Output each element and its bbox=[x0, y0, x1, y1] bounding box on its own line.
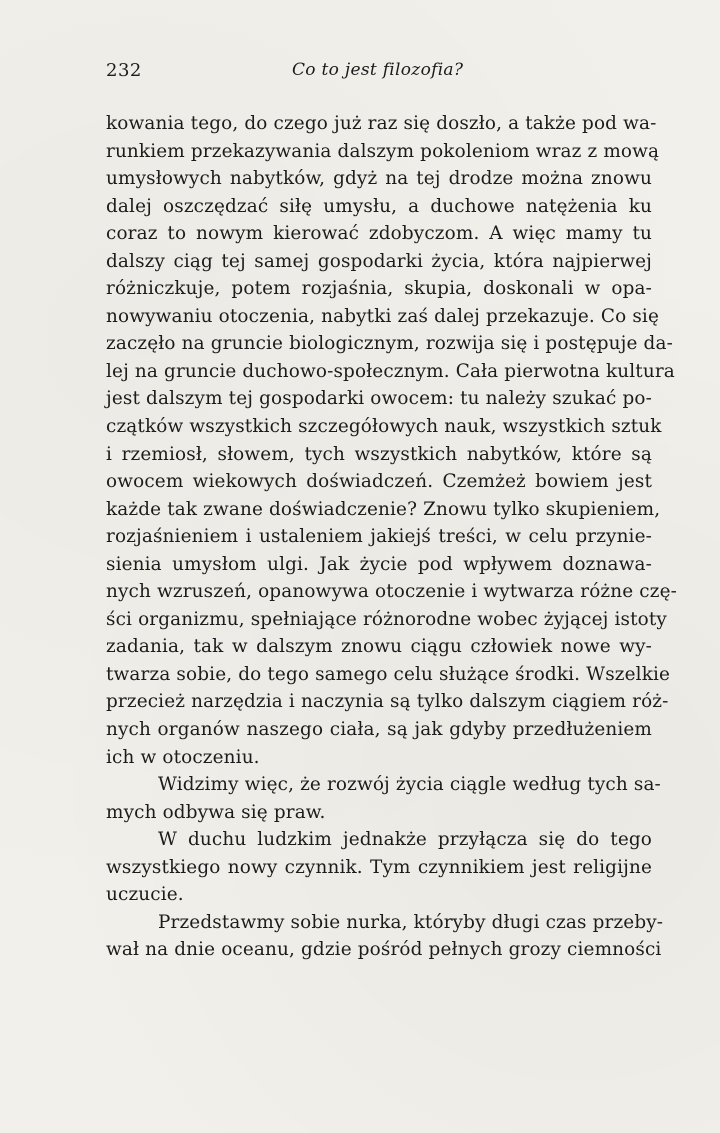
text-line-paragraph-end: uczucie. bbox=[106, 884, 184, 906]
text-line: jest dalszym tej gospodarki owocem: tu należy szukać po- bbox=[106, 388, 652, 410]
text-line: czątków wszystkich szczegółowych nauk, wszystkich sztuk bbox=[106, 416, 662, 438]
text-line: ści organizmu, spełniające różnorodne wobec żyjącej istoty bbox=[106, 608, 667, 630]
text-line: zadania, tak w dalszym znowu ciągu człowiek nowe wy- bbox=[106, 636, 652, 658]
text-line: nych organów naszego ciała, są jak gdyby przedłużeniem bbox=[106, 719, 652, 741]
page-number: 232 bbox=[106, 60, 142, 81]
text-line: dalej oszczędzać siłę umysłu, a duchowe natężenia ku bbox=[106, 195, 652, 217]
text-line: różniczkuje, potem rozjaśnia, skupia, doskonali w opa- bbox=[106, 278, 652, 300]
text-line: umysłowych nabytków, gdyż na tej drodze można znowu bbox=[106, 168, 652, 190]
text-line: coraz to nowym kierować zdobyczom. A więc mamy tu bbox=[106, 223, 652, 245]
text-line: dalszy ciąg tej samej gospodarki życia, która najpierwej bbox=[106, 250, 652, 272]
text-line: kowania tego, do czego już raz się doszło, a także pod wa- bbox=[106, 113, 657, 134]
text-line: rozjaśnieniem i ustaleniem jakiejś treści, w celu przynie- bbox=[106, 526, 652, 548]
body-text bbox=[106, 110, 677, 964]
text-line: wał na dnie oceanu, gdzie pośród pełnych grozy ciemności bbox=[106, 939, 662, 961]
text-line-paragraph-end: mych odbywa się praw. bbox=[106, 801, 326, 823]
text-line: runkiem przekazywania dalszym pokoleniom wraz z mową bbox=[106, 140, 660, 162]
text-line: przecież narzędzia i naczynia są tylko dalszym ciągiem róż- bbox=[106, 691, 669, 713]
text-line-paragraph-end: ich w otoczeniu. bbox=[106, 746, 260, 768]
page-header bbox=[106, 60, 652, 86]
text-line: nych wzruszeń, opanowywa otoczenie i wytwarza różne czę- bbox=[106, 581, 677, 603]
text-line: i rzemiosł, słowem, tych wszystkich nabytków, które są bbox=[106, 443, 652, 465]
text-line: wszystkiego nowy czynnik. Tym czynnikiem jest religijne bbox=[106, 856, 652, 878]
text-line-paragraph-start: W duchu ludzkim jednakże przyłącza się do tego bbox=[158, 829, 652, 851]
text-line: nowywaniu otoczenia, nabytki zaś dalej przekazuje. Co się bbox=[106, 305, 659, 327]
text-line-paragraph-start: Widzimy więc, że rozwój życia ciągle według tych sa- bbox=[158, 774, 661, 796]
text-line: każde tak zwane doświadczenie? Znowu tylko skupieniem, bbox=[106, 498, 661, 520]
text-line: zaczęło na gruncie biologicznym, rozwija się i postępuje da- bbox=[106, 333, 673, 355]
running-title: Co to jest filozofia? bbox=[292, 60, 464, 80]
text-line: lej na gruncie duchowo-społecznym. Cała pierwotna kultura bbox=[106, 360, 675, 382]
text-line-paragraph-start: Przedstawmy sobie nurka, któryby długi czas przeby- bbox=[158, 911, 664, 933]
text-line: owocem wiekowych doświadczeń. Czemżeż bowiem jest bbox=[106, 471, 652, 493]
text-line: sienia umysłom ulgi. Jak życie pod wpływem doznawa- bbox=[106, 553, 652, 575]
text-line: twarza sobie, do tego samego celu służące środki. Wszelkie bbox=[106, 663, 671, 685]
